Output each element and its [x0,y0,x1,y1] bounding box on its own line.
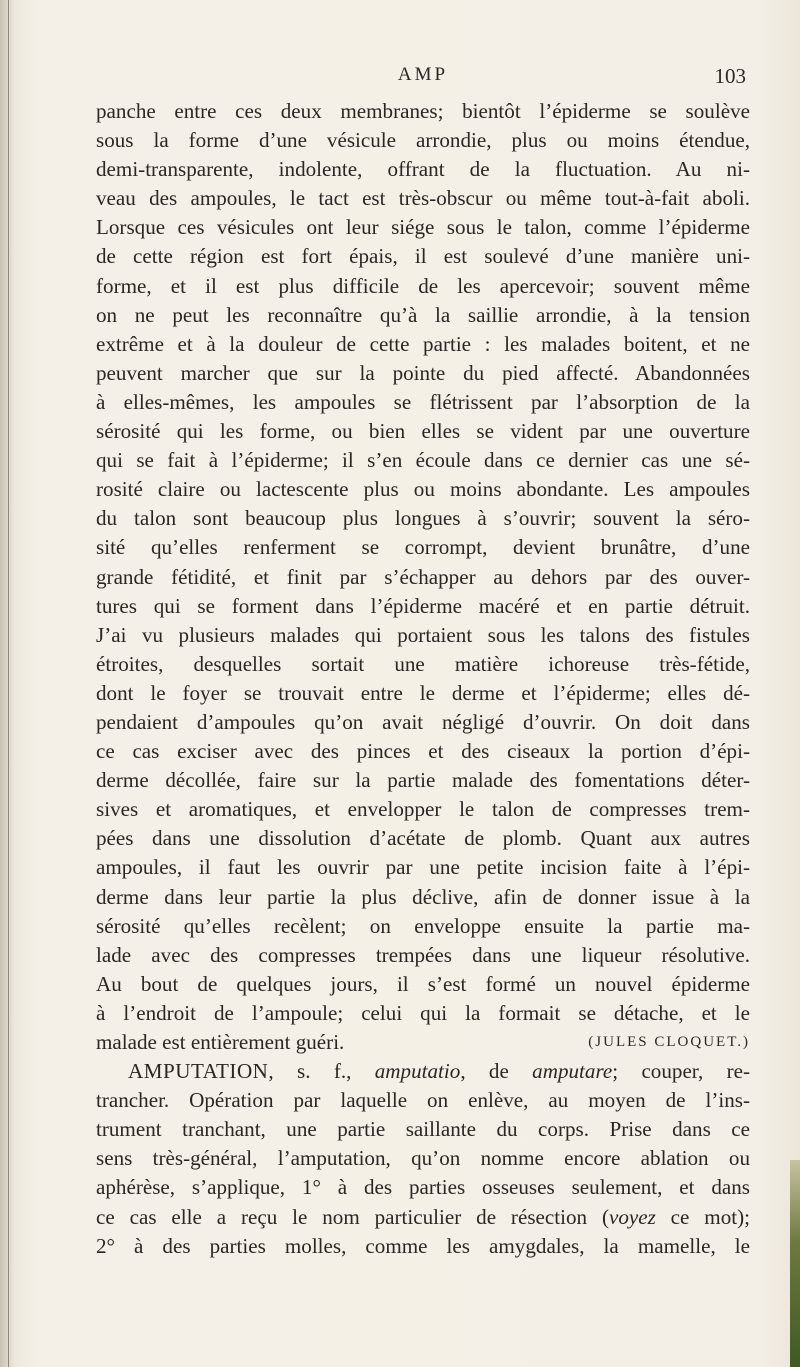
text-line: malade est entièrement guéri. [96,1030,345,1054]
text-line: on ne peut les reconnaître qu’à la saillie arrondie, à la tension [96,302,750,327]
page-gutter-edge [0,0,14,1367]
page-header [96,64,750,96]
text-line: pées dans une dissolution d’acétate de plomb. Quant aux autres [96,826,750,851]
text-line: grande fétidité, et finit par s’échapper au dehors par des ouver- [96,564,750,589]
text-line: ce cas exciser avec des pinces et des ciseaux la portion d’épi- [96,739,750,764]
text-fragment: , de [460,1059,533,1084]
text-fragment: ce cas elle a reçu le nom particulier de résection ( [96,1204,609,1229]
author-signature: (JULES CLOQUET.) [588,1034,750,1050]
text-line: sives et aromatiques, et envelopper le talon de compresses trem- [96,797,750,822]
text-line: pendaient d’ampoules qu’on avait négligé d’ouvrir. On doit dans [96,709,750,734]
running-head: AMP [397,64,449,85]
text-line: ampoules, il faut les ouvrir par une petite incision faite à l’épi- [96,855,750,880]
text-line: derme décollée, faire sur la partie malade des fomentations déter- [96,768,750,793]
text-line: du talon sont beaucoup plus longues à s’ouvrir; souvent la séro- [96,506,750,531]
entry-headword: AMPUTATION [128,1059,269,1084]
text-line: qui se fait à l’épiderme; il s’en écoule dans ce dernier cas une sé- [96,448,750,473]
latin-term: amputatio [374,1059,461,1084]
text-line: demi-transparente, indolente, offrant de la fluctuation. Au ni- [96,157,750,182]
text-line: Lorsque ces vésicules ont leur siége sous le talon, comme l’épiderme [96,215,750,240]
text-line: Au bout de quelques jours, il s’est formé un nouvel épiderme [96,971,750,996]
text-line: rosité claire ou lactescente plus ou moins abondante. Les ampoules [96,477,750,502]
text-line: panche entre ces deux membranes; bientôt l’épiderme se soulève [96,99,750,123]
text-line: derme dans leur partie la plus déclive, afin de donner issue à la [96,884,750,909]
text-line: à elles-mêmes, les ampoules se flétrissent par l’absorption de la [96,389,750,414]
text-line: peuvent marcher que sur la pointe du pied affecté. Abandonnées [96,360,750,385]
text-line: dont le foyer se trouvait entre le derme et l’épiderme; elles dé- [96,680,750,705]
page-number: 103 [714,64,746,88]
latin-term: amputare [532,1059,613,1084]
text-line: à l’endroit de l’ampoule; celui qui la formait se détache, et le [96,1000,750,1025]
text-line: sens très-général, l’amputation, qu’on nomme encore ablation ou [96,1146,750,1171]
text-fragment: , s. f., [268,1059,375,1084]
text-line: de cette région est fort épais, il est soulevé d’une manière uni- [96,244,750,269]
text-fragment: ce mot); [655,1204,750,1229]
cross-reference: voyez [608,1204,656,1229]
text-line: trument tranchant, une partie saillante du corps. Prise dans ce [96,1117,750,1142]
text-line: sérosité qu’elles recèlent; on enveloppe ensuite la partie ma- [96,913,750,938]
text-line: veau des ampoules, le tact est très-obscur ou même tout-à-fait aboli. [96,186,750,211]
text-fragment: ; couper, re- [612,1059,751,1084]
text-line: étroites, desquelles sortait une matière ichoreuse très-fétide, [96,651,750,676]
text-line: trancher. Opération par laquelle on enlève, au moyen de l’ins- [96,1088,750,1113]
body-text [96,97,750,1261]
text-line: extrême et à la douleur de cette partie : les malades boitent, et ne [96,331,750,356]
text-line-with-signature [96,1028,750,1057]
text-line: aphérèse, s’applique, 1° à des parties osseuses seulement, et dans [96,1175,750,1200]
entry-first-line [96,1057,750,1086]
text-line: sérosité qui les forme, ou bien elles se vident par une ouverture [96,419,750,444]
text-line: sous la forme d’une vésicule arrondie, plus ou moins étendue, [96,128,750,153]
text-line: sité qu’elles renferment se corrompt, devient brunâtre, d’une [96,535,750,560]
text-line: 2° à des parties molles, comme les amygdales, la mamelle, le [96,1233,750,1258]
page-right-edge [790,1160,800,1367]
text-line: J’ai vu plusieurs malades qui portaient sous les talons des fistules [96,622,750,647]
text-line: tures qui se forment dans l’épiderme macéré et en partie détruit. [96,593,750,618]
text-line-with-crossref [96,1203,750,1232]
text-line: forme, et il est plus difficile de les apercevoir; souvent même [96,273,750,298]
text-line: lade avec des compresses trempées dans une liqueur résolutive. [96,942,750,967]
